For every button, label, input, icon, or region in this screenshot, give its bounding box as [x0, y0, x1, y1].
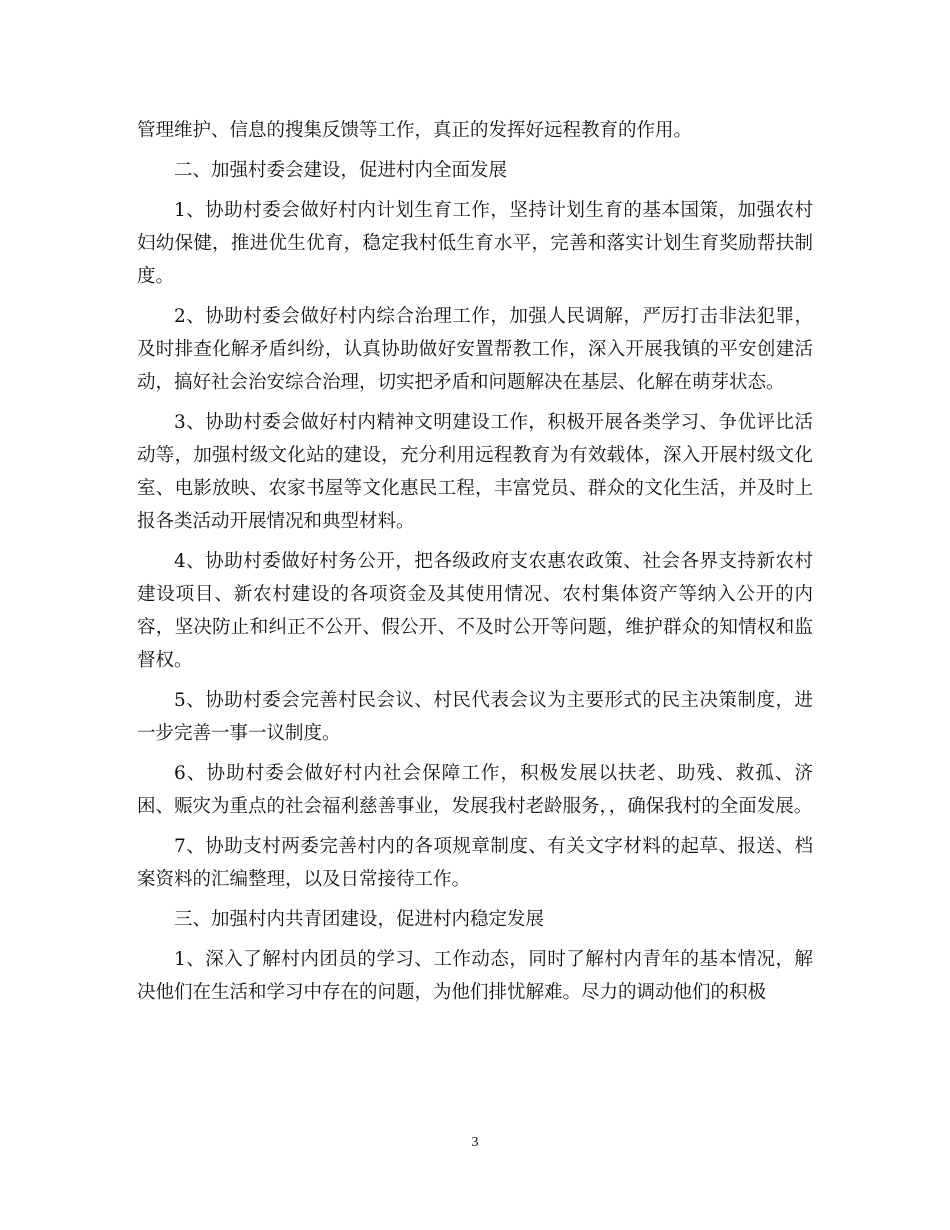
- paragraph-item-2-1: 1、协助村委会做好村内计划生育工作，坚持计划生育的基本国策，加强农村妇幼保健，推进优生优育，稳定我村低生育水平，完善和落实计划生育奖励帮扶制度。: [137, 200, 813, 287]
- paragraph-item-2-2: 2、协助村委会做好村内综合治理工作，加强人民调解，严厉打击非法犯罪，及时排查化解矛盾纠纷，认真协助做好安置帮教工作，深入开展我镇的平安创建活动，搞好社会治安综合治理，切实把矛盾和问题解决在基层、化解在萌芽状态。: [137, 306, 813, 393]
- paragraph-item-2-6: 6、协助村委会做好村内社会保障工作，积极发展以扶老、助残、救孤、济困、赈灾为重点的社会福利慈善事业，发展我村老龄服务，，确保我村的全面发展。: [137, 763, 813, 817]
- document-body: [137, 114, 813, 1016]
- paragraph-item-2-5: 5、协助村委会完善村民会议、村民代表会议为主要形式的民主决策制度，进一步完善一事一议制度。: [137, 690, 813, 744]
- section-heading-2: 二、加强村委会建设，促进村内全面发展: [174, 160, 508, 181]
- section-heading-3: 三、加强村内共青团建设，促进村内稳定发展: [174, 909, 545, 930]
- paragraph-item-3-1: 1、深入了解村内团员的学习、工作动态，同时了解村内青年的基本情况，解决他们在生活和学习中存在的问题，为他们排忧解难。尽力的调动他们的积极: [137, 949, 813, 1003]
- paragraph-item-2-7: 7、协助支村两委完善村内的各项规章制度、有关文字材料的起草、报送、档案资料的汇编整理，以及日常接待工作。: [137, 836, 813, 890]
- paragraph-continuation: 管理维护、信息的搜集反馈等工作，真正的发挥好远程教育的作用。: [137, 120, 693, 141]
- paragraph-item-2-3: 3、协助村委会做好村内精神文明建设工作，积极开展各类学习、争优评比活动等，加强村级文化站的建设，充分利用远程教育为有效载体，深入开展村级文化室、电影放映、农家书屋等文化惠民工程，丰富党员、群众的文化生活，并及时上报各类活动开展情况和典型材料。: [137, 412, 813, 532]
- page-number: 3: [471, 1135, 479, 1150]
- paragraph-item-2-4: 4、协助村委做好村务公开，把各级政府支农惠农政策、社会各界支持新农村建设项目、新农村建设的各项资金及其使用情况、农村集体资产等纳入公开的内容，坚决防止和纠正不公开、假公开、不及时公开等问题，维护群众的知情权和监督权。: [137, 551, 813, 671]
